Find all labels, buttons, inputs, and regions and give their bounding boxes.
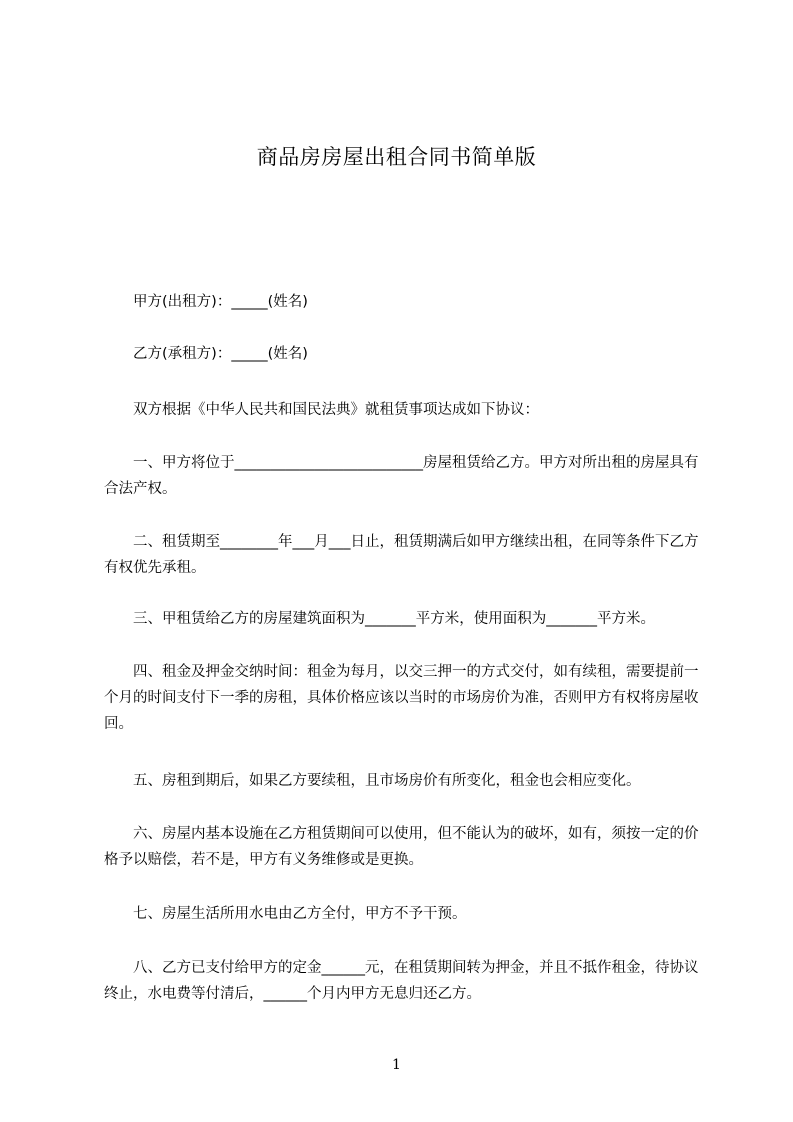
clause-6-facilities: 六、房屋内基本设施在乙方租赁期间可以使用，但不能认为的破坏，如有，须按一定的价格予以赔偿，若不是，甲方有义务维修或是更换。 [104,826,699,868]
clause-1-property-location: 一、甲方将位于__________________________房屋租赁给乙方。甲方对所出租的房屋具有合法产权。 [104,455,699,497]
clause-7-utilities: 七、房屋生活所用水电由乙方全付，甲方不予干预。 [104,906,467,922]
clause-party-a: 甲方(出租方)：_____(姓名) [104,294,308,310]
clause-5-renewal: 五、房租到期后，如果乙方要续租，且市场房价有所变化，租金也会相应变化。 [104,773,641,789]
document-title: 商品房房屋出租合同书简单版 [256,145,537,169]
clause-3-area: 三、甲租赁给乙方的房屋建筑面积为_______平方米，使用面积为_______平方米。 [104,611,655,627]
page-number: 1 [392,1057,401,1073]
clause-8-deposit-return: 八、乙方已支付给甲方的定金______元，在租赁期间转为押金，并且不抵作租金，待协议终止，水电费等付清后，______个月内甲方无息归还乙方。 [104,960,699,1002]
clause-agreement-intro: 双方根据《中华人民共和国民法典》就租赁事项达成如下协议： [104,402,539,418]
clause-4-rent-deposit: 四、租金及押金交纳时间：租金为每月，以交三押一的方式交付，如有续租，需要提前一个月的时间支付下一季的房租，具体价格应该以当时的市场房价为准，否则甲方有权将房屋收回。 [104,664,699,732]
clause-party-b: 乙方(承租方)：_____(姓名) [104,346,308,362]
clause-2-lease-term: 二、租赁期至________年___月___日止，租赁期满后如甲方继续出租，在同等条件下乙方有权优先承租。 [104,534,699,576]
